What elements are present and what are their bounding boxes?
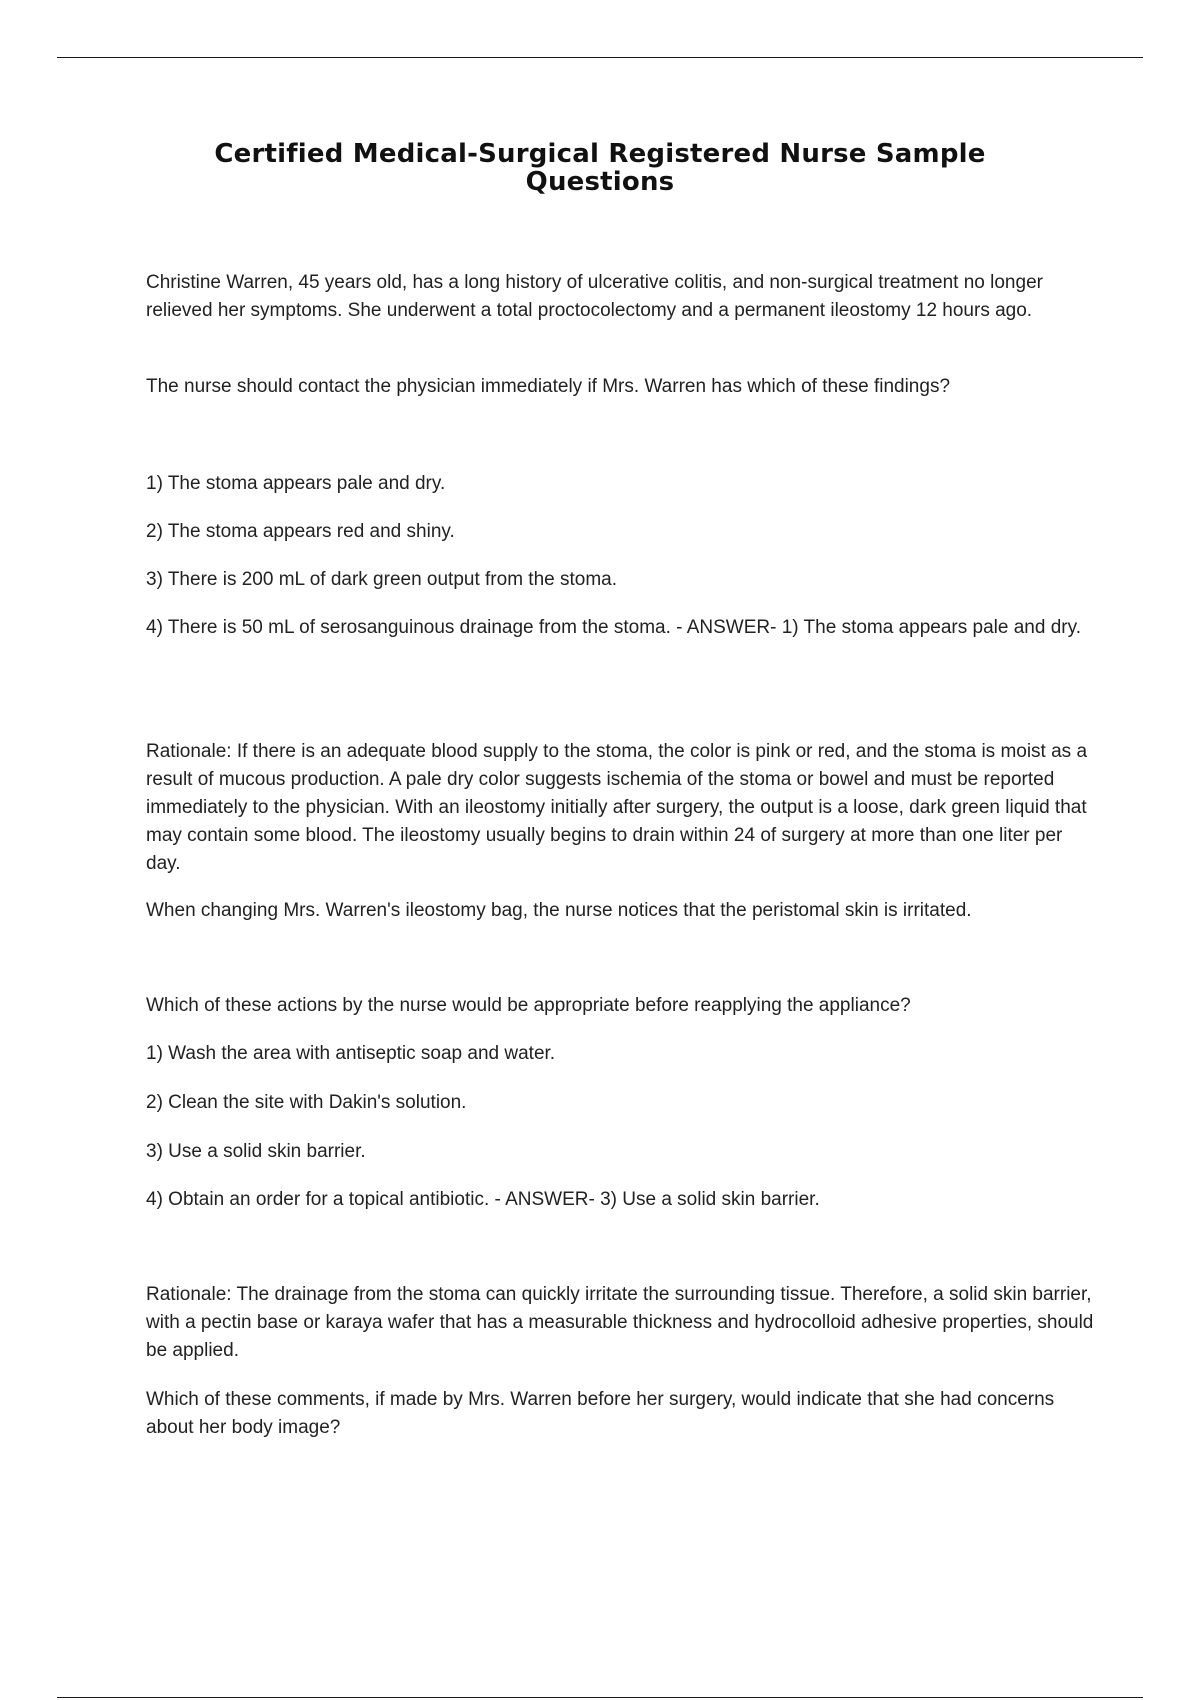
case-intro-paragraph: Christine Warren, 45 years old, has a long history of ulcerative colitis, and non-surgical treatment no longer relieved her symptoms. She underwent a total proctocolectomy and a permanent ileostomy 12 hours ago. <box>146 272 1043 321</box>
top-divider <box>57 57 1143 58</box>
page-title: Certified Medical-Surgical Registered Nurse Sample Questions <box>214 139 986 197</box>
question-1-rationale: Rationale: If there is an adequate blood supply to the stoma, the color is pink or red, and the stoma is moist as a result of mucous production. A pale dry color suggests ischemia of the stoma or bowel and must be reported immediately to the physician. With an ileostomy initially after surgery, the output is a loose, dark green liquid that may contain some blood. The ileostomy usually begins to drain within 24 of surgery at more than one liter per day. <box>146 741 1088 874</box>
question-2-context: When changing Mrs. Warren's ileostomy bag, the nurse notices that the peristomal skin is irritated. <box>146 900 972 921</box>
question-2-option-2: 2) Clean the site with Dakin's solution. <box>146 1092 467 1113</box>
question-2-option-1: 1) Wash the area with antiseptic soap and water. <box>146 1043 556 1064</box>
bottom-divider <box>57 1697 1143 1698</box>
question-2-option-4-answer: 4) Obtain an order for a topical antibiotic. - ANSWER- 3) Use a solid skin barrier. <box>146 1189 820 1210</box>
question-1-stem: The nurse should contact the physician immediately if Mrs. Warren has which of these findings? <box>146 376 951 397</box>
question-1-option-1: 1) The stoma appears pale and dry. <box>146 473 446 494</box>
question-3-stem: Which of these comments, if made by Mrs. Warren before her surgery, would indicate that she had concerns about her body image? <box>146 1389 1055 1438</box>
question-1-option-3: 3) There is 200 mL of dark green output from the stoma. <box>146 569 618 590</box>
question-2-stem: Which of these actions by the nurse would be appropriate before reapplying the appliance? <box>146 995 911 1016</box>
question-1-option-4-answer: 4) There is 50 mL of serosanguinous drainage from the stoma. - ANSWER- 1) The stoma appears pale and dry. <box>146 617 1081 638</box>
question-2-option-3: 3) Use a solid skin barrier. <box>146 1141 366 1162</box>
question-1-option-2: 2) The stoma appears red and shiny. <box>146 521 455 542</box>
question-2-rationale: Rationale: The drainage from the stoma can quickly irritate the surrounding tissue. Therefore, a solid skin barrier, with a pectin base or karaya wafer that has a measurable thickness and hydrocolloid adhesive properties, should be applied. <box>146 1284 1094 1361</box>
